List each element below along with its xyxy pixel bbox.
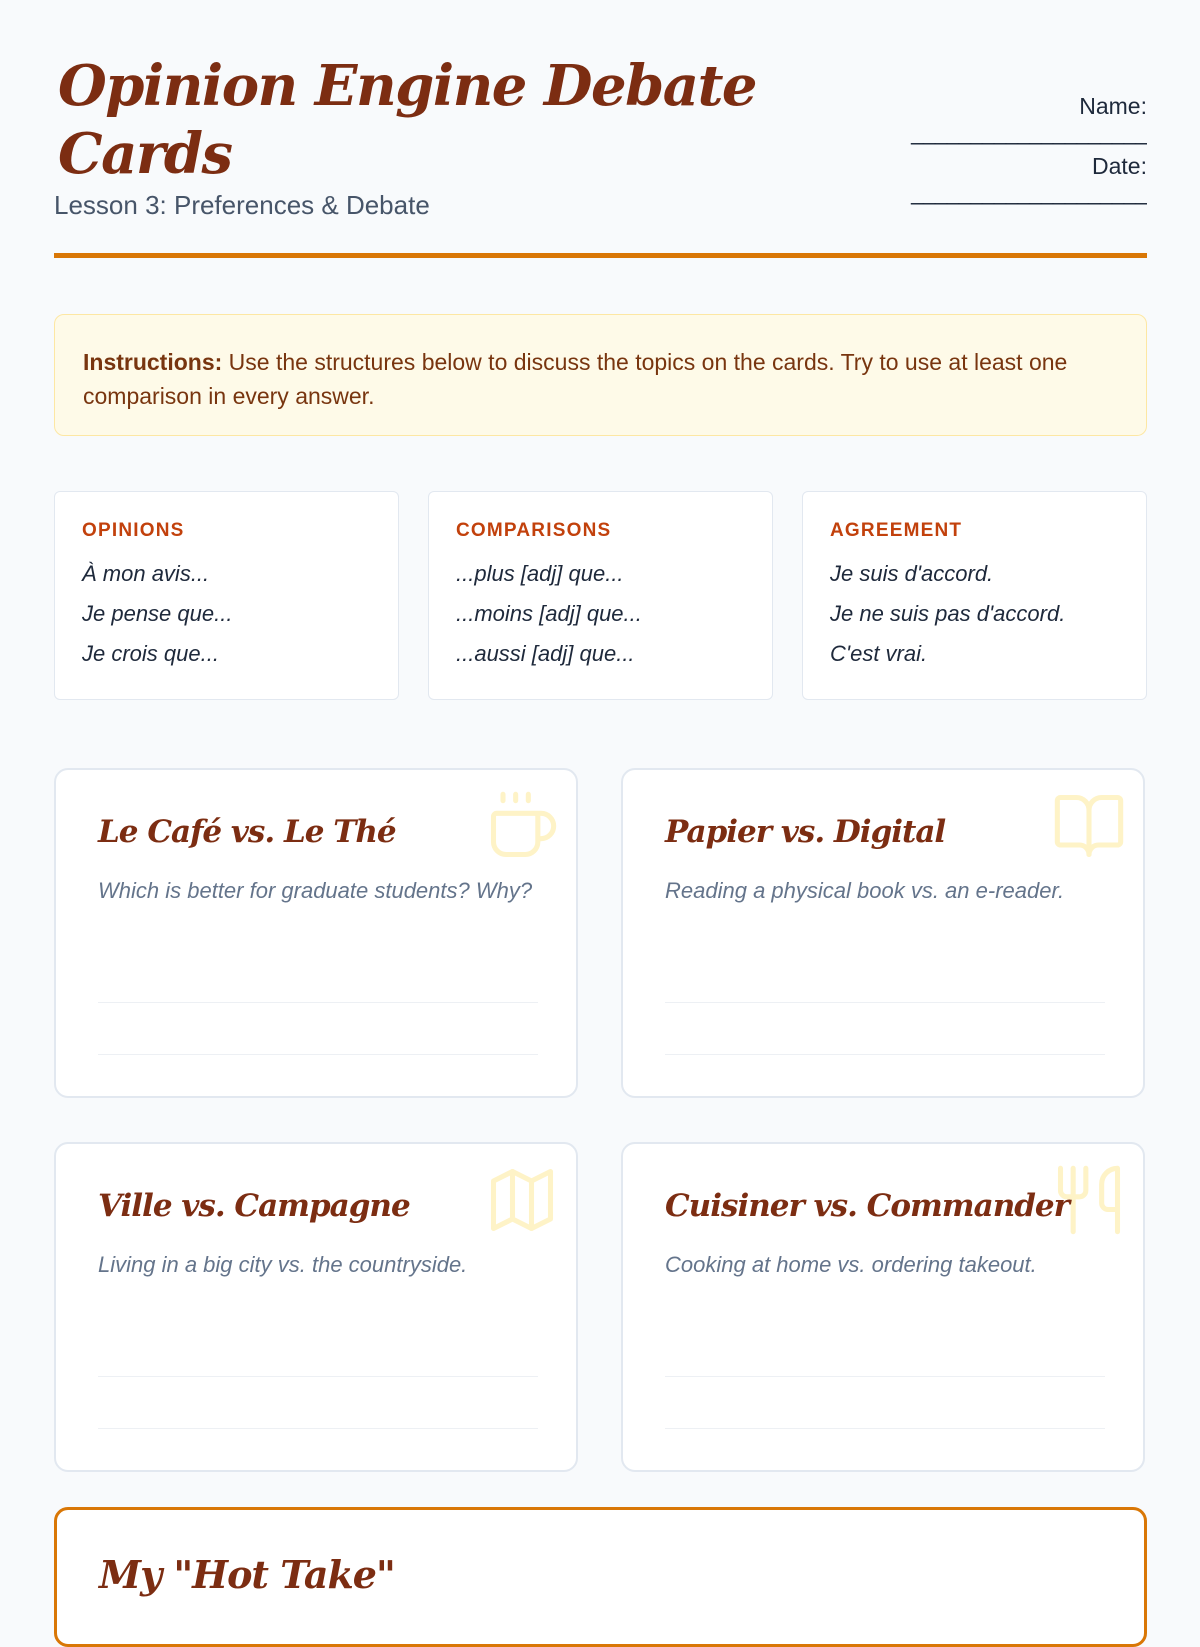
answer-line[interactable]	[665, 1002, 1105, 1003]
hot-take-box	[54, 1507, 1147, 1647]
answer-line[interactable]	[98, 1428, 538, 1429]
debate-card-cook-order	[621, 1142, 1145, 1472]
hot-take-title: My "Hot Take"	[99, 1552, 395, 1597]
page-title: Opinion Engine Debate Cards	[58, 53, 757, 187]
phrase-box-comparisons	[428, 491, 773, 700]
phrase-box-opinions	[54, 491, 399, 700]
date-label: Date:	[1092, 153, 1147, 179]
card-title: Cuisiner vs. Commander	[665, 1188, 1069, 1224]
answer-line[interactable]	[98, 1376, 538, 1377]
name-blank[interactable]: ____________________	[911, 120, 1147, 145]
phrase-heading: AGREEMENT	[830, 520, 963, 541]
card-title: Papier vs. Digital	[665, 814, 946, 850]
phrase-item: Je pense que...	[82, 601, 233, 626]
answer-line[interactable]	[665, 1054, 1105, 1055]
answer-line[interactable]	[98, 1054, 538, 1055]
phrase-item: ...plus [adj] que...	[456, 561, 624, 586]
instructions-label: Instructions:	[83, 349, 223, 375]
card-title: Ville vs. Campagne	[98, 1188, 410, 1224]
instructions-text: Use the structures below to discuss the topics on the cards. Try to use at least one comparison in every answer.	[83, 349, 1068, 409]
instructions-box	[54, 314, 1147, 436]
phrase-heading: OPINIONS	[82, 520, 185, 541]
phrase-item: ...aussi [adj] que...	[456, 641, 635, 666]
header-divider	[54, 253, 1147, 258]
date-blank[interactable]: ____________________	[911, 180, 1147, 205]
phrase-box-agreement	[802, 491, 1147, 700]
phrase-item: ...moins [adj] que...	[456, 601, 642, 626]
open-book-icon	[1051, 788, 1127, 864]
answer-line[interactable]	[98, 1002, 538, 1003]
debate-card-coffee-tea	[54, 768, 578, 1098]
debate-card-paper-digital	[621, 768, 1145, 1098]
phrase-item: Je ne suis pas d'accord.	[830, 601, 1066, 626]
student-fields	[887, 92, 1147, 212]
card-prompt: Reading a physical book vs. an e-reader.	[665, 878, 1065, 903]
header	[54, 52, 1147, 257]
phrase-item: Je suis d'accord.	[830, 561, 994, 586]
map-icon	[484, 1162, 560, 1238]
card-prompt: Cooking at home vs. ordering takeout.	[665, 1252, 1037, 1277]
debate-card-city-country	[54, 1142, 578, 1472]
name-label: Name:	[1079, 93, 1147, 119]
worksheet-page	[54, 0, 1147, 1600]
phrase-item: À mon avis...	[82, 561, 210, 586]
coffee-cup-icon	[484, 788, 560, 864]
phrase-item: Je crois que...	[82, 641, 219, 666]
answer-line[interactable]	[665, 1376, 1105, 1377]
card-title: Le Café vs. Le Thé	[98, 814, 396, 850]
card-prompt: Which is better for graduate students? Why?	[98, 878, 533, 903]
card-prompt: Living in a big city vs. the countryside.	[98, 1252, 468, 1277]
phrase-item: C'est vrai.	[830, 641, 928, 666]
phrase-heading: COMPARISONS	[456, 520, 612, 541]
page-subtitle: Lesson 3: Preferences & Debate	[54, 190, 430, 220]
answer-line[interactable]	[665, 1428, 1105, 1429]
